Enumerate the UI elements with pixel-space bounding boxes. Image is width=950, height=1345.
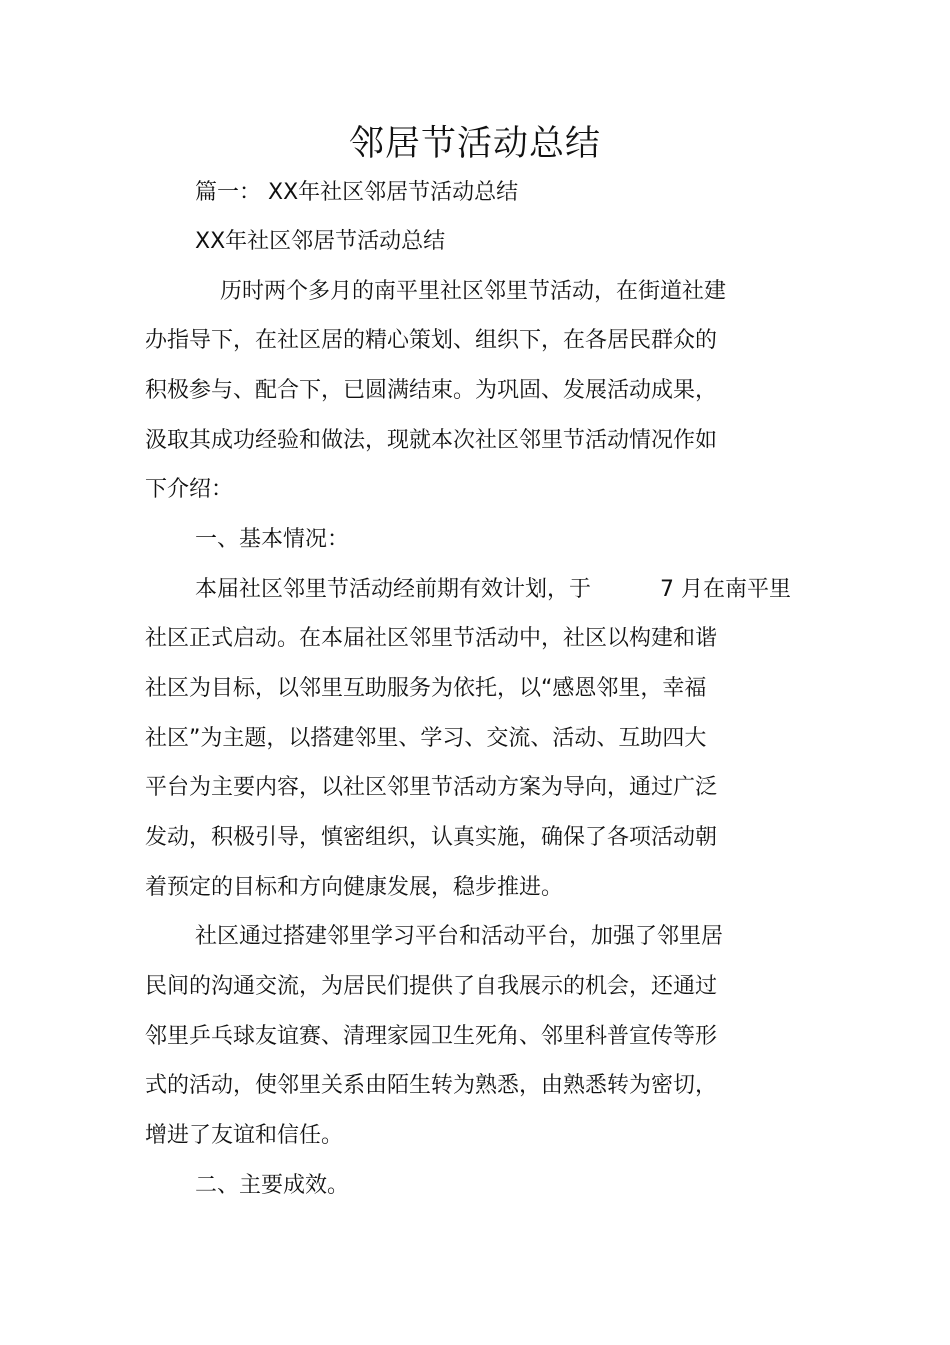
- subtitle-line: XX年社区邻居节活动总结: [195, 229, 446, 254]
- paragraph-line: 积极参与、配合下，已圆满结束。为巩固、发展活动成果，: [145, 378, 718, 403]
- section-heading: 一、基本情况：: [195, 527, 350, 552]
- paragraph-line: 邻里乒乓球友谊赛、清理家园卫生死角、邻里科普宣传等形: [145, 1024, 718, 1049]
- document-title: 邻居节活动总结: [348, 124, 601, 164]
- paragraph-line: 办指导下，在社区居的精心策划、组织下，在各居民群众的: [145, 328, 718, 353]
- paragraph-line: 汲取其成功经验和做法，现就本次社区邻里节活动情况作如: [145, 428, 718, 453]
- paragraph-line: 下介绍：: [145, 477, 234, 502]
- paragraph-line: 社区为目标，以邻里互助服务为依托，以“感恩邻里，幸福: [145, 676, 707, 701]
- paragraph-line-tail: 7 月在南平里: [660, 577, 791, 602]
- paragraph-line: 发动，积极引导，慎密组织，认真实施，确保了各项活动朝: [145, 825, 718, 850]
- paragraph-line: 着预定的目标和方向健康发展，稳步推进。: [145, 875, 564, 900]
- paragraph-line: 民间的沟通交流，为居民们提供了自我展示的机会，还通过: [145, 974, 718, 999]
- paragraph-line: 式的活动，使邻里关系由陌生转为熟悉，由熟悉转为密切，: [145, 1073, 718, 1098]
- section-heading: 篇一： XX年社区邻居节活动总结: [195, 180, 519, 205]
- paragraph-line: 社区通过搭建邻里学习平台和活动平台，加强了邻里居: [195, 924, 724, 949]
- paragraph-line: 历时两个多月的南平里社区邻里节活动，在街道社建: [220, 279, 727, 304]
- paragraph-line: 本届社区邻里节活动经前期有效计划，于: [195, 577, 592, 602]
- paragraph-line: 社区正式启动。在本届社区邻里节活动中，社区以构建和谐: [145, 626, 718, 651]
- paragraph-line: 社区”为主题，以搭建邻里、学习、交流、活动、互助四大: [145, 726, 707, 751]
- paragraph-line: 增进了友谊和信任。: [145, 1123, 344, 1148]
- section-heading: 二、主要成效。: [195, 1173, 350, 1198]
- paragraph-line: 平台为主要内容，以社区邻里节活动方案为导向，通过广泛: [145, 775, 718, 800]
